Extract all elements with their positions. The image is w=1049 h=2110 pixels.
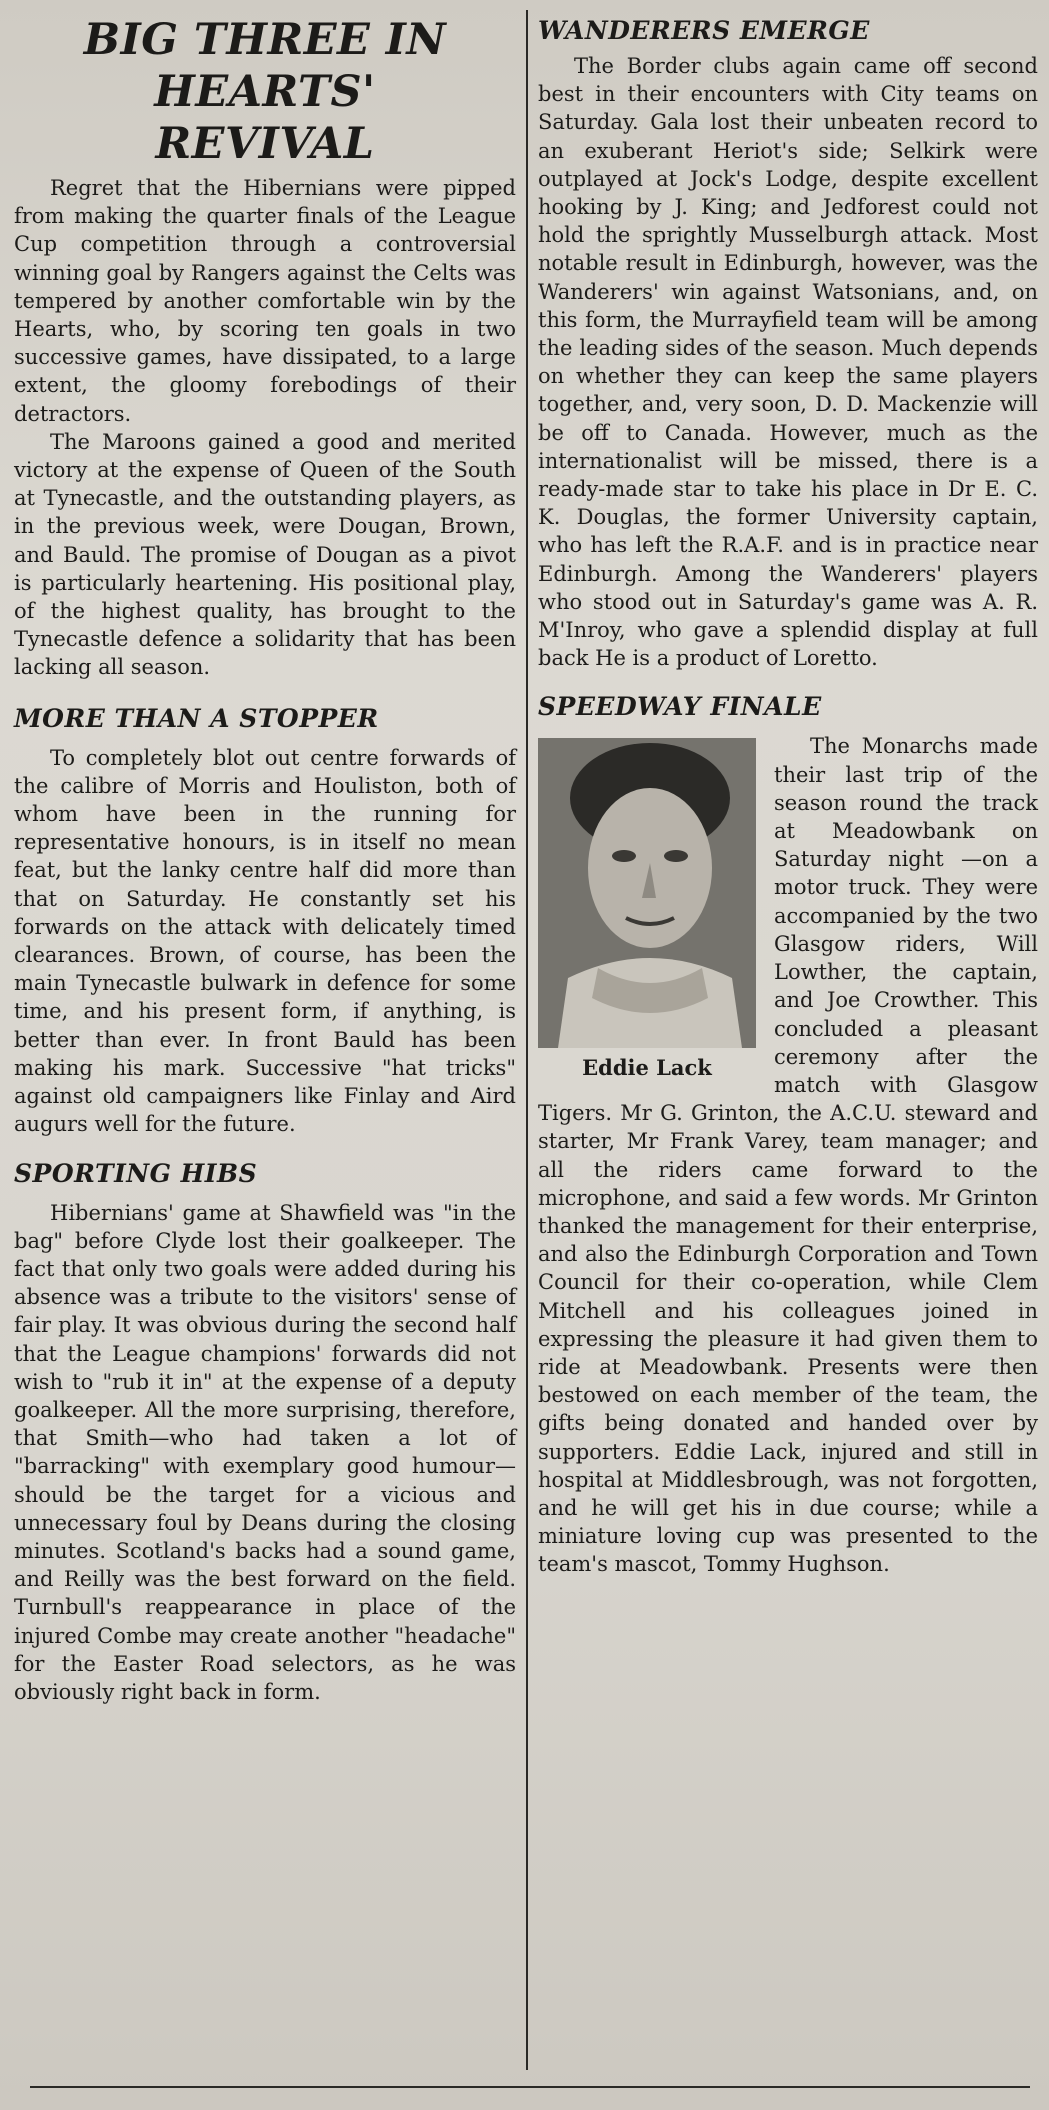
article-paragraph: To completely blot out centre forwards of the calibre of Morris and Houliston, both of whom have been in the running for representative honours, is in itself no mean feat, but the lanky centre half did more than that on Saturday. He constantly set his forwards on the attack with delicately timed clearances. Brown, of course, has been the main Tynecastle bulwark in defence for some time, and his present form, if anything, is better than ever. In front Bauld has been making his mark. Successive "hat tricks" against old campaigners like Finlay and Aird augurs well for the future. <box>14 745 516 1137</box>
bottom-rule <box>30 2086 1030 2088</box>
subheading-more-than-a-stopper: MORE THAN A STOPPER <box>14 703 379 733</box>
photo-caption: Eddie Lack <box>582 1055 712 1081</box>
column-rule <box>526 10 528 2070</box>
right-column <box>538 0 1038 1579</box>
subheading-sporting-hibs: SPORTING HIBS <box>14 1158 258 1188</box>
article-paragraph: The Monarchs made their last trip of the season round the track at Meadowbank on Saturday night —on a motor truck. They were accompanied by the two Glasgow riders, Will Lowther, the captain, and Joe Crowther. This concluded a pleasant ceremony after the match with Glasgow Tigers. Mr G. Grinton, the A.C.U. steward and starter, Mr Frank Varey, team manager; and all the riders came forward to the microphone, and said a few words. Mr Grinton thanked the management for their enterprise, and also the Edinburgh Corporation and Town Council for their co-operation, while Clem Mitchell and his colleagues joined in expressing the pleasure it had given them to ride at Meadowbank. Presents were then bestowed on each member of the team, the gifts being donated and handed over by supporters. Eddie Lack, injured and still in hospital at Middlesbrough, was not forgotten, and he will get his in due course; while a miniature loving cup was presented to the team's mascot, Tommy Hughson. <box>538 734 1038 1577</box>
article-paragraph: The Border clubs again came off second best in their encounters with City teams on Saturday. Gala lost their unbeaten record to an exuberant Heriot's side; Selkirk were outplayed at Jock's Lodge, despite excellent hooking by J. King; and Jedforest could not hold the sprightly Musselburgh attack. Most notable result in Edinburgh, however, was the Wanderers' win against Watsonians, and, on this form, the Murrayfield team will be among the leading sides of the season. Much depends on whether they can keep the same players together, and, very soon, D. D. Mackenzie will be off to Canada. However, much as the internationalist will be missed, there is a ready-made star to take his place in Dr E. C. K. Douglas, the former University captain, who has left the R.A.F. and is in practice near Edinburgh. Among the Wanderers' players who stood out in Saturday's game was A. R. M'Inroy, who gave a splendid display at full back He is a product of Loretto. <box>538 54 1038 671</box>
portrait-photo <box>538 738 756 1048</box>
headline-line-2: REVIVAL <box>155 119 375 169</box>
subheading-wanderers-emerge: WANDERERS EMERGE <box>538 16 870 45</box>
subheading-speedway-finale: SPEEDWAY FINALE <box>538 692 822 722</box>
portrait-image <box>538 738 756 1048</box>
article-paragraph: Hibernians' game at Shawfield was "in the bag" before Clyde lost their goalkeeper. The fact that only two goals were added during his absence was a tribute to the visitors' sense of fair play. It was obvious during the second half that the League champions' forwards did not wish to "rub it in" at the expense of a deputy goalkeeper. All the more surprising, therefore, that Smith—who had taken a lot of "barracking" with exemplary good humour—should be the target for a vicious and unnecessary foul by Deans during the closing minutes. Scotland's backs had a sound game, and Reilly was the best forward on the field. Turnbull's reappearance in place of the injured Combe may create another "headache" for the Easter Road selectors, as he was obviously right back in form. <box>14 1200 516 1704</box>
article-paragraph: Regret that the Hibernians were pipped from making the quarter finals of the League Cup competition through a controversial winning goal by Rangers against the Celts was tempered by another comfortable win by the Hearts, who, by scoring ten goals in two successive games, have dissipated, to a large extent, the gloomy forebodings of their detractors. <box>14 176 516 426</box>
left-column <box>14 0 516 1706</box>
headline-line-1: BIG THREE IN HEARTS' <box>83 15 447 117</box>
headline <box>14 14 516 170</box>
article-paragraph: The Maroons gained a good and merited victory at the expense of Queen of the South at Tynecastle, and the outstanding players, as in the previous week, were Dougan, Brown, and Bauld. The promise of Dougan as a pivot is particularly heartening. His positional play, of the highest quality, has brought to the Tynecastle defence a solidarity that has been lacking all season. <box>14 429 516 680</box>
photo-figure <box>538 738 756 1088</box>
